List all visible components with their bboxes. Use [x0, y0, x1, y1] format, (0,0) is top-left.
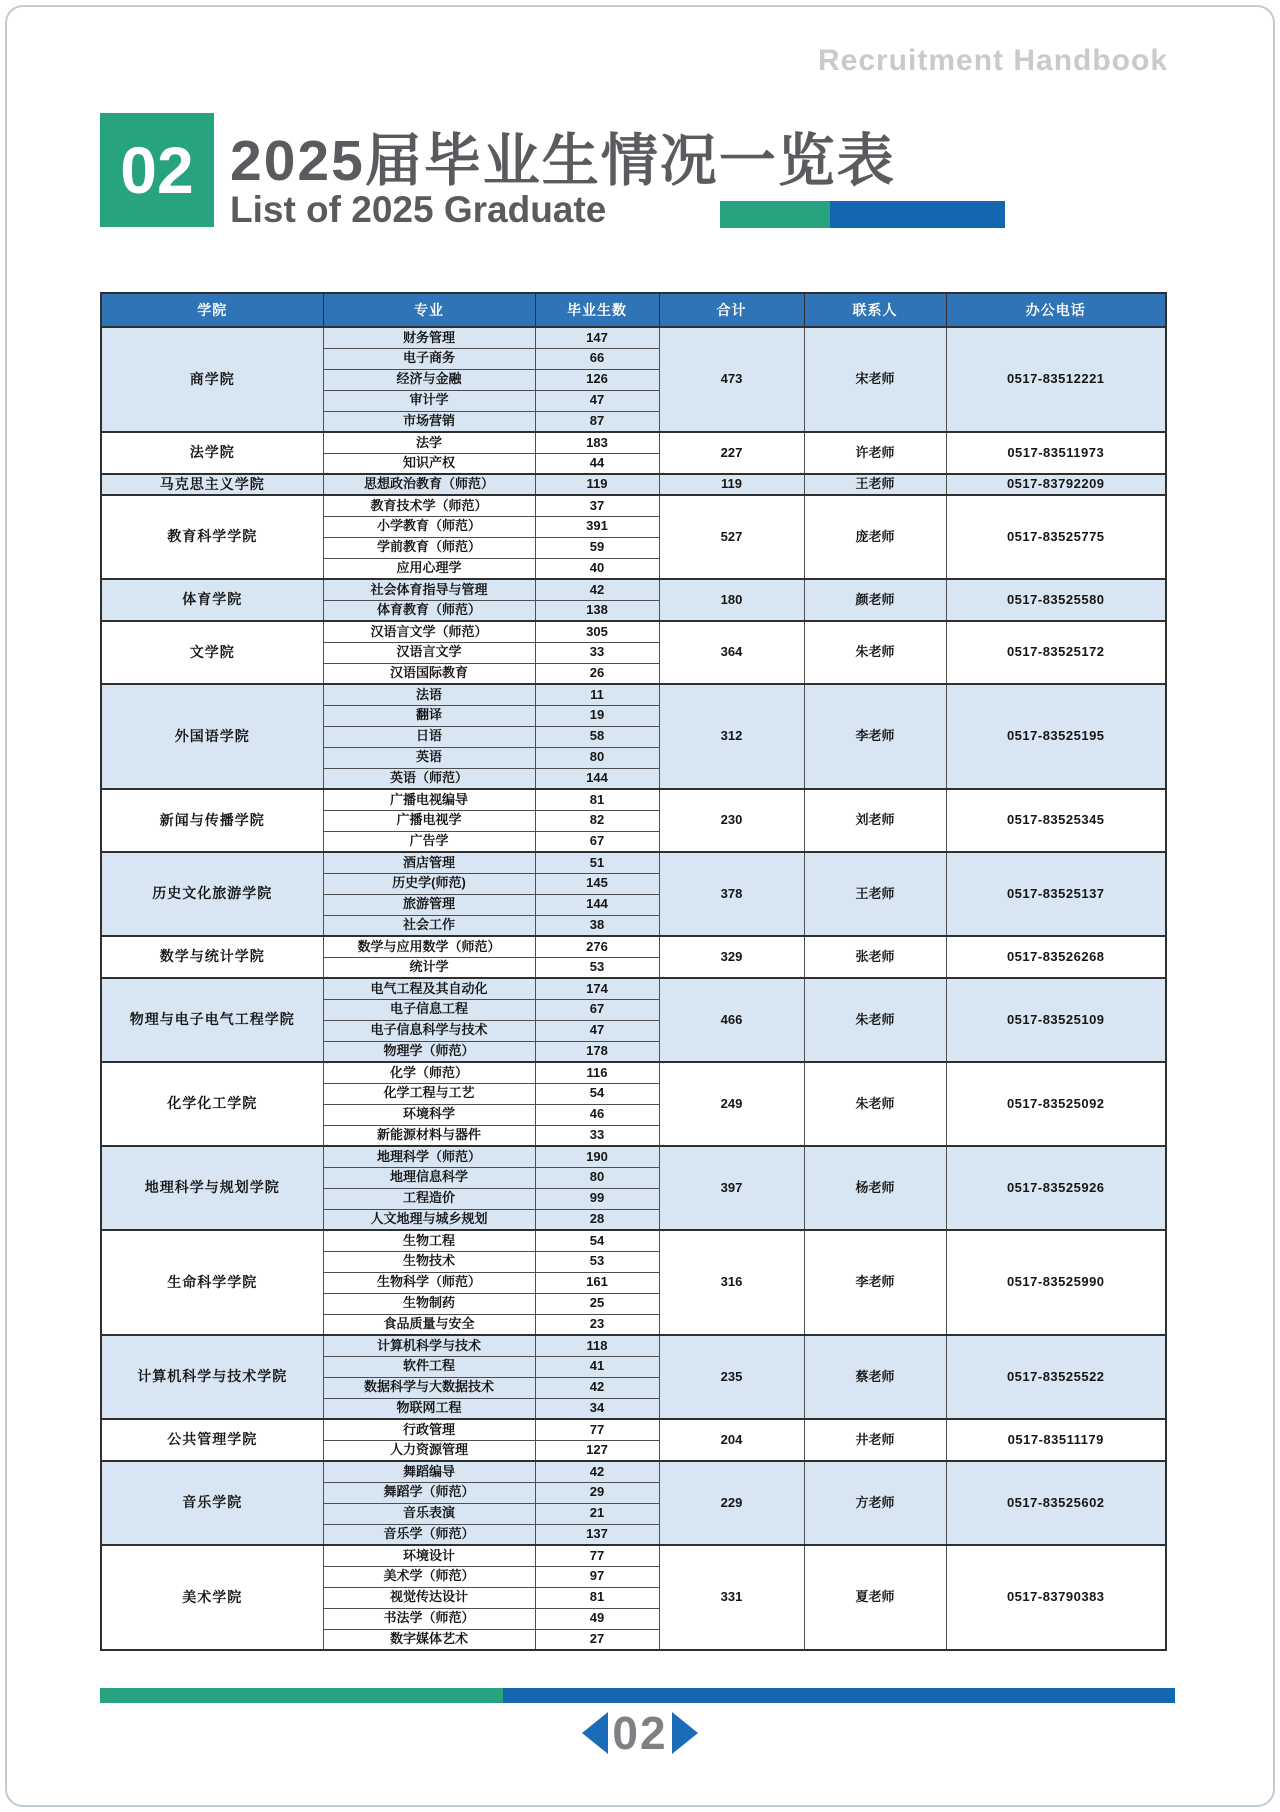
table-row [101, 621, 1166, 642]
phone-cell: 0517-83525137 [946, 852, 1166, 936]
page-title: 2025届毕业生情况一览表 [230, 129, 896, 193]
graduate-count-cell: 26 [535, 663, 659, 684]
major-cell: 工程造价 [323, 1188, 535, 1209]
graduate-count-cell: 137 [535, 1524, 659, 1545]
phone-cell: 0517-83525195 [946, 684, 1166, 789]
table-row [101, 579, 1166, 600]
page-subtitle: List of 2025 Graduate [230, 189, 607, 230]
column-header-1: 专业 [323, 293, 535, 327]
graduate-count-cell: 49 [535, 1608, 659, 1629]
contact-cell: 宋老师 [804, 327, 946, 432]
total-cell: 180 [659, 579, 804, 621]
graduate-count-cell: 161 [535, 1272, 659, 1293]
contact-cell: 朱老师 [804, 621, 946, 684]
graduate-count-cell: 25 [535, 1293, 659, 1314]
table-row [101, 789, 1166, 810]
phone-cell: 0517-83525602 [946, 1461, 1166, 1545]
graduate-count-cell: 67 [535, 831, 659, 852]
contact-cell: 刘老师 [804, 789, 946, 852]
graduate-count-cell: 41 [535, 1356, 659, 1377]
major-cell: 经济与金融 [323, 369, 535, 390]
total-cell: 204 [659, 1419, 804, 1461]
major-cell: 体育教育（师范） [323, 600, 535, 621]
college-cell: 教育科学学院 [101, 495, 323, 579]
table-row [101, 978, 1166, 999]
major-cell: 小学教育（师范） [323, 516, 535, 537]
graduate-count-cell: 42 [535, 579, 659, 600]
major-cell: 生物科学（师范） [323, 1272, 535, 1293]
major-cell: 知识产权 [323, 453, 535, 474]
graduate-count-cell: 391 [535, 516, 659, 537]
graduate-count-cell: 147 [535, 327, 659, 348]
major-cell: 数学与应用数学（师范） [323, 936, 535, 957]
major-cell: 旅游管理 [323, 894, 535, 915]
phone-cell: 0517-83525345 [946, 789, 1166, 852]
major-cell: 学前教育（师范） [323, 537, 535, 558]
graduate-count-cell: 118 [535, 1335, 659, 1356]
major-cell: 电子信息工程 [323, 999, 535, 1020]
graduate-count-cell: 33 [535, 642, 659, 663]
contact-cell: 蔡老师 [804, 1335, 946, 1419]
phone-cell: 0517-83511179 [946, 1419, 1166, 1461]
major-cell: 广播电视学 [323, 810, 535, 831]
graduate-count-cell: 47 [535, 1020, 659, 1041]
phone-cell: 0517-83525926 [946, 1146, 1166, 1230]
major-cell: 化学工程与工艺 [323, 1083, 535, 1104]
total-cell: 466 [659, 978, 804, 1062]
table-row [101, 1419, 1166, 1440]
major-cell: 数字媒体艺术 [323, 1629, 535, 1650]
graduate-count-cell: 99 [535, 1188, 659, 1209]
phone-cell: 0517-83525109 [946, 978, 1166, 1062]
major-cell: 广告学 [323, 831, 535, 852]
contact-cell: 王老师 [804, 474, 946, 495]
major-cell: 社会体育指导与管理 [323, 579, 535, 600]
graduate-count-cell: 116 [535, 1062, 659, 1083]
total-cell: 249 [659, 1062, 804, 1146]
total-cell: 473 [659, 327, 804, 432]
major-cell: 环境科学 [323, 1104, 535, 1125]
graduate-count-cell: 138 [535, 600, 659, 621]
major-cell: 英语 [323, 747, 535, 768]
major-cell: 审计学 [323, 390, 535, 411]
table-row [101, 327, 1166, 348]
title-bar-blue-segment [830, 201, 1005, 228]
graduate-count-cell: 42 [535, 1461, 659, 1482]
college-cell: 公共管理学院 [101, 1419, 323, 1461]
contact-cell: 颜老师 [804, 579, 946, 621]
major-cell: 教育技术学（师范） [323, 495, 535, 516]
title-accent-bar [720, 201, 1005, 228]
column-header-4: 联系人 [804, 293, 946, 327]
table-body [101, 327, 1166, 1650]
graduate-count-cell: 19 [535, 705, 659, 726]
major-cell: 食品质量与安全 [323, 1314, 535, 1335]
total-cell: 316 [659, 1230, 804, 1335]
graduate-count-cell: 38 [535, 915, 659, 936]
total-cell: 230 [659, 789, 804, 852]
graduate-count-cell: 81 [535, 1587, 659, 1608]
table-row [101, 474, 1166, 495]
major-cell: 电气工程及其自动化 [323, 978, 535, 999]
college-cell: 体育学院 [101, 579, 323, 621]
major-cell: 生物工程 [323, 1230, 535, 1251]
graduate-count-cell: 77 [535, 1419, 659, 1440]
graduate-count-cell: 51 [535, 852, 659, 873]
column-header-0: 学院 [101, 293, 323, 327]
graduate-count-cell: 23 [535, 1314, 659, 1335]
phone-cell: 0517-83525990 [946, 1230, 1166, 1335]
contact-cell: 方老师 [804, 1461, 946, 1545]
college-cell: 地理科学与规划学院 [101, 1146, 323, 1230]
graduate-count-cell: 174 [535, 978, 659, 999]
major-cell: 法语 [323, 684, 535, 705]
graduate-count-cell: 144 [535, 768, 659, 789]
college-cell: 计算机科学与技术学院 [101, 1335, 323, 1419]
total-cell: 119 [659, 474, 804, 495]
page-number-nav [0, 1706, 1280, 1760]
major-cell: 电子信息科学与技术 [323, 1020, 535, 1041]
graduate-count-cell: 67 [535, 999, 659, 1020]
graduate-count-cell: 87 [535, 411, 659, 432]
major-cell: 应用心理学 [323, 558, 535, 579]
major-cell: 数据科学与大数据技术 [323, 1377, 535, 1398]
table-row [101, 1146, 1166, 1167]
major-cell: 音乐表演 [323, 1503, 535, 1524]
major-cell: 物联网工程 [323, 1398, 535, 1419]
major-cell: 物理学（师范） [323, 1041, 535, 1062]
graduate-count-cell: 144 [535, 894, 659, 915]
table-row [101, 1335, 1166, 1356]
major-cell: 舞蹈编导 [323, 1461, 535, 1482]
college-cell: 商学院 [101, 327, 323, 432]
graduate-count-cell: 33 [535, 1125, 659, 1146]
total-cell: 235 [659, 1335, 804, 1419]
college-cell: 外国语学院 [101, 684, 323, 789]
total-cell: 378 [659, 852, 804, 936]
table-row [101, 684, 1166, 705]
phone-cell: 0517-83525522 [946, 1335, 1166, 1419]
major-cell: 人文地理与城乡规划 [323, 1209, 535, 1230]
total-cell: 312 [659, 684, 804, 789]
table-head-row [101, 293, 1166, 327]
section-number-badge [100, 113, 214, 227]
next-page-arrow-icon [672, 1712, 698, 1754]
graduate-count-cell: 80 [535, 1167, 659, 1188]
graduate-count-cell: 40 [535, 558, 659, 579]
contact-cell: 井老师 [804, 1419, 946, 1461]
contact-cell: 庞老师 [804, 495, 946, 579]
total-cell: 397 [659, 1146, 804, 1230]
major-cell: 音乐学（师范） [323, 1524, 535, 1545]
college-cell: 新闻与传播学院 [101, 789, 323, 852]
college-cell: 文学院 [101, 621, 323, 684]
graduate-count-cell: 145 [535, 873, 659, 894]
graduate-count-cell: 21 [535, 1503, 659, 1524]
major-cell: 视觉传达设计 [323, 1587, 535, 1608]
graduate-count-cell: 127 [535, 1440, 659, 1461]
graduate-count-cell: 46 [535, 1104, 659, 1125]
contact-cell: 李老师 [804, 1230, 946, 1335]
college-cell: 物理与电子电气工程学院 [101, 978, 323, 1062]
phone-cell: 0517-83525172 [946, 621, 1166, 684]
graduate-count-cell: 126 [535, 369, 659, 390]
phone-cell: 0517-83790383 [946, 1545, 1166, 1650]
graduates-table [100, 292, 1167, 1651]
major-cell: 舞蹈学（师范） [323, 1482, 535, 1503]
title-bar-green-segment [720, 201, 830, 228]
footer-accent-bar [100, 1688, 1175, 1703]
major-cell: 新能源材料与器件 [323, 1125, 535, 1146]
major-cell: 历史学(师范) [323, 873, 535, 894]
major-cell: 电子商务 [323, 348, 535, 369]
prev-page-arrow-icon [582, 1712, 608, 1754]
phone-cell: 0517-83526268 [946, 936, 1166, 978]
major-cell: 汉语言文学 [323, 642, 535, 663]
graduate-count-cell: 276 [535, 936, 659, 957]
table-row [101, 1230, 1166, 1251]
major-cell: 社会工作 [323, 915, 535, 936]
major-cell: 日语 [323, 726, 535, 747]
total-cell: 331 [659, 1545, 804, 1650]
college-cell: 美术学院 [101, 1545, 323, 1650]
graduate-count-cell: 27 [535, 1629, 659, 1650]
brand-text: Recruitment Handbook [817, 44, 1168, 77]
college-cell: 化学化工学院 [101, 1062, 323, 1146]
table-row [101, 432, 1166, 453]
contact-cell: 张老师 [804, 936, 946, 978]
major-cell: 环境设计 [323, 1545, 535, 1566]
graduate-count-cell: 44 [535, 453, 659, 474]
major-cell: 行政管理 [323, 1419, 535, 1440]
graduate-count-cell: 190 [535, 1146, 659, 1167]
table-row [101, 936, 1166, 957]
graduate-count-cell: 77 [535, 1545, 659, 1566]
graduate-count-cell: 97 [535, 1566, 659, 1587]
contact-cell: 朱老师 [804, 1062, 946, 1146]
footer-bar-green-segment [100, 1688, 503, 1703]
table-row [101, 1062, 1166, 1083]
contact-cell: 朱老师 [804, 978, 946, 1062]
contact-cell: 王老师 [804, 852, 946, 936]
college-cell: 历史文化旅游学院 [101, 852, 323, 936]
phone-cell: 0517-83512221 [946, 327, 1166, 432]
table-row [101, 1545, 1166, 1566]
major-cell: 法学 [323, 432, 535, 453]
phone-cell: 0517-83792209 [946, 474, 1166, 495]
graduate-count-cell: 11 [535, 684, 659, 705]
graduate-count-cell: 58 [535, 726, 659, 747]
footer-bar-blue-segment [503, 1688, 1175, 1703]
graduate-count-cell: 66 [535, 348, 659, 369]
contact-cell: 夏老师 [804, 1545, 946, 1650]
graduate-count-cell: 37 [535, 495, 659, 516]
major-cell: 美术学（师范） [323, 1566, 535, 1587]
graduate-count-cell: 28 [535, 1209, 659, 1230]
phone-cell: 0517-83525092 [946, 1062, 1166, 1146]
graduate-count-cell: 82 [535, 810, 659, 831]
college-cell: 法学院 [101, 432, 323, 474]
college-cell: 生命科学学院 [101, 1230, 323, 1335]
graduate-count-cell: 119 [535, 474, 659, 495]
college-cell: 音乐学院 [101, 1461, 323, 1545]
table-row [101, 495, 1166, 516]
total-cell: 527 [659, 495, 804, 579]
major-cell: 地理科学（师范） [323, 1146, 535, 1167]
table-row [101, 852, 1166, 873]
contact-cell: 许老师 [804, 432, 946, 474]
graduate-count-cell: 54 [535, 1083, 659, 1104]
major-cell: 财务管理 [323, 327, 535, 348]
graduate-count-cell: 34 [535, 1398, 659, 1419]
total-cell: 229 [659, 1461, 804, 1545]
page-number: 02 [612, 1707, 668, 1759]
graduate-count-cell: 53 [535, 1251, 659, 1272]
major-cell: 地理信息科学 [323, 1167, 535, 1188]
major-cell: 人力资源管理 [323, 1440, 535, 1461]
total-cell: 364 [659, 621, 804, 684]
major-cell: 生物技术 [323, 1251, 535, 1272]
major-cell: 思想政治教育（师范） [323, 474, 535, 495]
contact-cell: 杨老师 [804, 1146, 946, 1230]
graduate-count-cell: 183 [535, 432, 659, 453]
total-cell: 329 [659, 936, 804, 978]
contact-cell: 李老师 [804, 684, 946, 789]
major-cell: 书法学（师范） [323, 1608, 535, 1629]
column-header-5: 办公电话 [946, 293, 1166, 327]
total-cell: 227 [659, 432, 804, 474]
major-cell: 化学（师范） [323, 1062, 535, 1083]
table-row [101, 1461, 1166, 1482]
graduate-count-cell: 81 [535, 789, 659, 810]
major-cell: 统计学 [323, 957, 535, 978]
graduate-count-cell: 80 [535, 747, 659, 768]
graduate-count-cell: 54 [535, 1230, 659, 1251]
major-cell: 广播电视编导 [323, 789, 535, 810]
major-cell: 酒店管理 [323, 852, 535, 873]
graduate-count-cell: 29 [535, 1482, 659, 1503]
phone-cell: 0517-83511973 [946, 432, 1166, 474]
major-cell: 汉语言文学（师范） [323, 621, 535, 642]
phone-cell: 0517-83525580 [946, 579, 1166, 621]
major-cell: 市场营销 [323, 411, 535, 432]
graduate-count-cell: 53 [535, 957, 659, 978]
college-cell: 马克思主义学院 [101, 474, 323, 495]
graduate-count-cell: 47 [535, 390, 659, 411]
graduate-count-cell: 178 [535, 1041, 659, 1062]
major-cell: 生物制药 [323, 1293, 535, 1314]
column-header-2: 毕业生数 [535, 293, 659, 327]
major-cell: 汉语国际教育 [323, 663, 535, 684]
graduate-count-cell: 59 [535, 537, 659, 558]
college-cell: 数学与统计学院 [101, 936, 323, 978]
major-cell: 英语（师范） [323, 768, 535, 789]
graduate-count-cell: 42 [535, 1377, 659, 1398]
section-number: 02 [120, 133, 194, 207]
phone-cell: 0517-83525775 [946, 495, 1166, 579]
graduate-count-cell: 305 [535, 621, 659, 642]
column-header-3: 合计 [659, 293, 804, 327]
major-cell: 软件工程 [323, 1356, 535, 1377]
major-cell: 计算机科学与技术 [323, 1335, 535, 1356]
major-cell: 翻译 [323, 705, 535, 726]
